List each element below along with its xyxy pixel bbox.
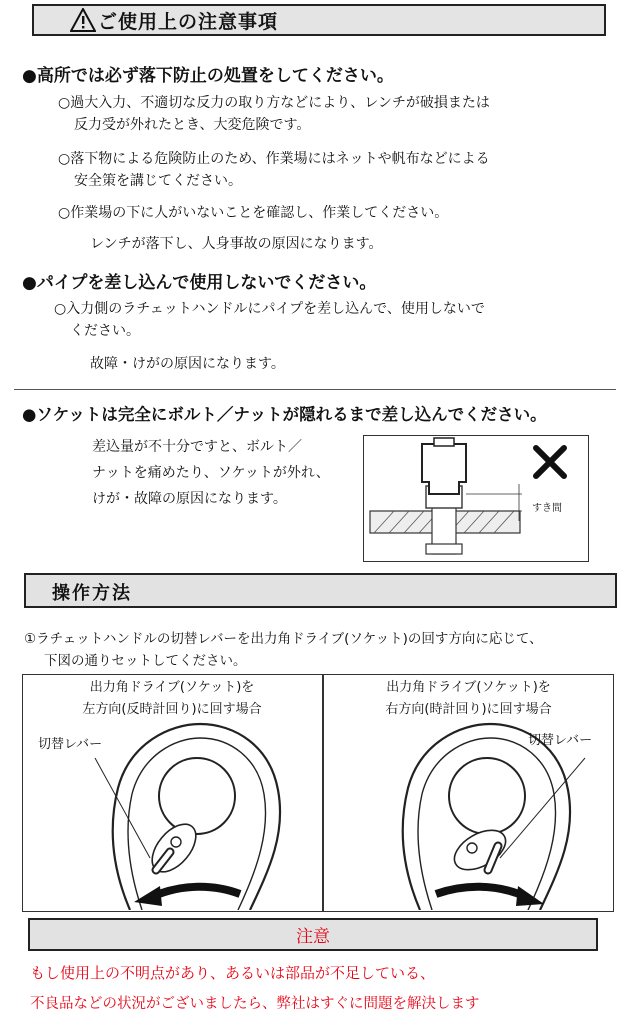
page-title: ご使用上の注意事項 bbox=[98, 11, 279, 33]
caution-title: 注意 bbox=[296, 927, 330, 947]
section2-heading: ●パイプを差し込んで使用しないでください。 bbox=[22, 273, 377, 293]
section1-item: ○過大入力、不適切な反力の取り方などにより、レンチが破損または bbox=[58, 95, 490, 111]
operation-title: 操作方法 bbox=[52, 583, 132, 604]
section2-item: ○入力側のラチェットハンドルにパイプを差し込んで、使用しないで bbox=[54, 301, 485, 317]
section1-item: レンチが落下し、人身事故の原因になります。 bbox=[90, 236, 383, 252]
section3-item: 差込量が不十分ですと、ボルト／ bbox=[92, 439, 302, 455]
section1-item: 安全策を講じてください。 bbox=[74, 173, 242, 189]
right-lever-label: 切替レバー bbox=[528, 733, 593, 748]
section1-item: ○落下物による危険防止のため、作業場にはネットや帆布などによる bbox=[58, 151, 490, 167]
left-wrench-illustration bbox=[90, 718, 300, 910]
section2-item: 故障・けがの原因になります。 bbox=[90, 356, 285, 372]
step1-line: 下図の通りセットしてください。 bbox=[44, 653, 247, 669]
section3-item: けが・故障の原因になります。 bbox=[92, 491, 287, 507]
socket-diagram bbox=[363, 435, 589, 562]
caution-line: 不良品などの状況がございましたら、弊社はすぐに問題を解決します bbox=[30, 996, 480, 1012]
divider bbox=[14, 389, 616, 390]
caution-line: もし使用上の不明点があり、あるいは部品が不足している、 bbox=[30, 964, 436, 982]
socket-illustration bbox=[364, 436, 587, 560]
right-caption-2: 右方向(時計回り)に回す場合 bbox=[385, 702, 552, 717]
left-caption-1: 出力角ドライブ(ソケット)を bbox=[89, 680, 255, 695]
section1-item: ○作業場の下に人がいないことを確認し、作業してください。 bbox=[58, 205, 449, 221]
left-lever-label: 切替レバー bbox=[38, 737, 103, 752]
section2-item: ください。 bbox=[70, 323, 140, 339]
gap-label: すき間 bbox=[532, 503, 562, 514]
warning-icon bbox=[70, 8, 96, 32]
section3-item: ナットを痛めたり、ソケットが外れ、 bbox=[92, 465, 330, 481]
section1-item: 反力受が外れたとき、大変危険です。 bbox=[74, 117, 311, 133]
left-caption-2: 左方向(反時計回り)に回す場合 bbox=[82, 702, 262, 717]
step1-line: ①ラチェットハンドルの切替レバーを出力角ドライブ(ソケット)の回す方向に応じて、 bbox=[24, 631, 543, 647]
section1-heading: ●高所では必ず落下防止の処置をしてください。 bbox=[22, 66, 394, 86]
right-caption-1: 出力角ドライブ(ソケット)を bbox=[386, 680, 551, 695]
section3-heading: ●ソケットは完全にボルト／ナットが隠れるまで差し込んでください。 bbox=[22, 405, 547, 424]
